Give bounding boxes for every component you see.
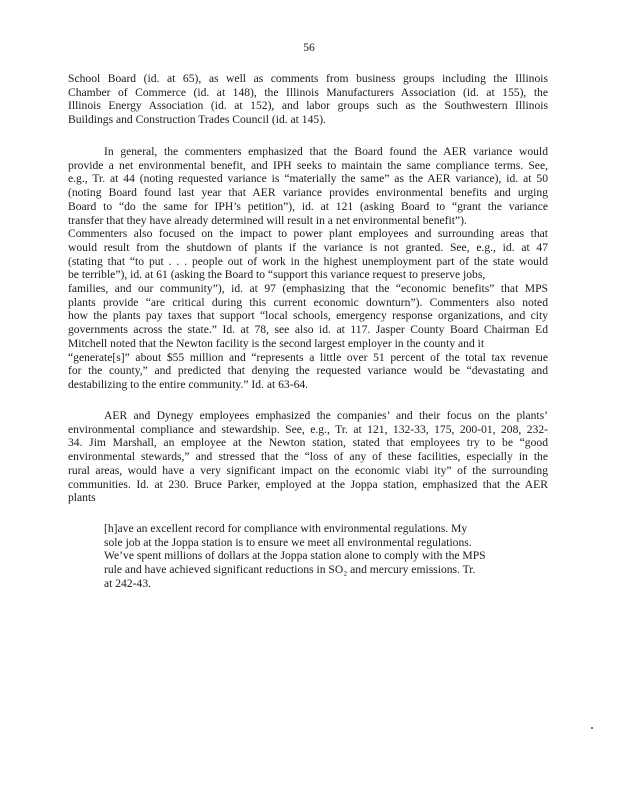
- text-line: for the county,” and predicted that denying the requested variance would be “devastating and: [68, 364, 548, 378]
- text-line: 34. Jim Marshall, an employee at the Newton station, stated that employees try to be “good: [68, 436, 548, 450]
- text-line: Board to “do the same for IPH’s petition”), id. at 121 (asking Board to “grant the variance: [68, 199, 548, 213]
- text-line: destabilizing to the entire community.” Id. at 63-64.: [68, 377, 309, 391]
- text-line: environmental compliance and stewardship. See, e.g., Tr. at 121, 132-33, 175, 200-01, 208, 232-: [68, 422, 548, 436]
- text-line: how the plants pay taxes that support “local schools, emergency response organizations, and city: [68, 309, 548, 323]
- page-number: 56: [303, 41, 315, 54]
- text-line: transfer that they have already determined will result in a net environmental benefit”).: [68, 213, 467, 227]
- text-line: e.g., Tr. at 44 (noting requested variance is “materially the same” as the AER variance), id. at 50: [68, 172, 548, 186]
- text-line: communities. Id. at 230. Bruce Parker, employed at the Joppa station, emphasized that the AER: [68, 477, 548, 491]
- text-line: Mitchell noted that the Newton facility is the second largest employer in the county and it: [68, 336, 485, 350]
- text-line: “generate[s]” about $55 million and “represents a little over 51 percent of the total tax revenue: [68, 350, 548, 364]
- text-line: School Board (id. at 65), as well as comments from business groups including the Illinois: [68, 72, 548, 85]
- text-line: Illinois Energy Association (id. at 152), and labor groups such as the Southwestern Illinois: [68, 99, 548, 113]
- text-line: In general, the commenters emphasized that the Board found the AER variance would: [104, 145, 548, 158]
- paragraph-2: [68, 145, 548, 392]
- scan-speck: [591, 727, 593, 729]
- quote-line: at 242-43.: [104, 576, 152, 590]
- text-line: Commenters also focused on the impact to power plant employees and surrounding areas that: [68, 227, 548, 241]
- text-line: provide a net environmental benefit, and IPH seeks to maintain the same compliance terms. See,: [68, 158, 548, 172]
- text-line: would result from the shutdown of plants if the variance is not granted. See, e.g., id. at 47: [68, 240, 548, 254]
- quote-line: sole job at the Joppa station is to ensure we meet all environmental regulations.: [104, 535, 472, 549]
- quote-line: We’ve spent millions of dollars at the Joppa station alone to comply with the MPS: [104, 549, 486, 563]
- text-line: plants: [68, 491, 96, 505]
- text-line: rural areas, would have a very significant impact on the economic viabi ity” of the surrounding: [68, 463, 548, 477]
- text-line: (noting Board found last year that AER variance provides environmental benefits and urging: [68, 186, 548, 200]
- text-line: governments across the state.” Id. at 78, see also id. at 117. Jasper County Board Chairman Ed: [68, 323, 548, 337]
- text-line: be terrible”), id. at 61 (asking the Board to “support this variance request to preserve jobs,: [68, 268, 486, 282]
- text-line: AER and Dynegy employees emphasized the companies’ and their focus on the plants’: [104, 409, 548, 422]
- block-quote: [104, 522, 512, 591]
- paragraph-3: [68, 409, 548, 505]
- paragraph-1: [68, 72, 548, 127]
- text-line: (stating that “to put . . . people out of work in the highest unemployment part of the state would: [68, 254, 548, 268]
- text-line: environmental stewards,” and stressed that the “loss of any of these facilities, especially in the: [68, 450, 548, 464]
- text-line: families, and our community”), id. at 97 (emphasizing that the “economic benefits” that MPS: [68, 282, 548, 296]
- quote-line: [h]ave an excellent record for compliance with environmental regulations. My: [104, 522, 468, 535]
- quote-line: rule and have achieved significant reductions in SO₂ and mercury emissions. Tr.: [104, 563, 476, 577]
- text-line: Buildings and Construction Trades Council (id. at 145).: [68, 113, 326, 127]
- text-line: Chamber of Commerce (id. at 148), the Illinois Manufacturers Association (id. at 155), the: [68, 85, 548, 99]
- text-line: plants provide “are critical during this current economic downturn”). Commenters also noted: [68, 295, 548, 309]
